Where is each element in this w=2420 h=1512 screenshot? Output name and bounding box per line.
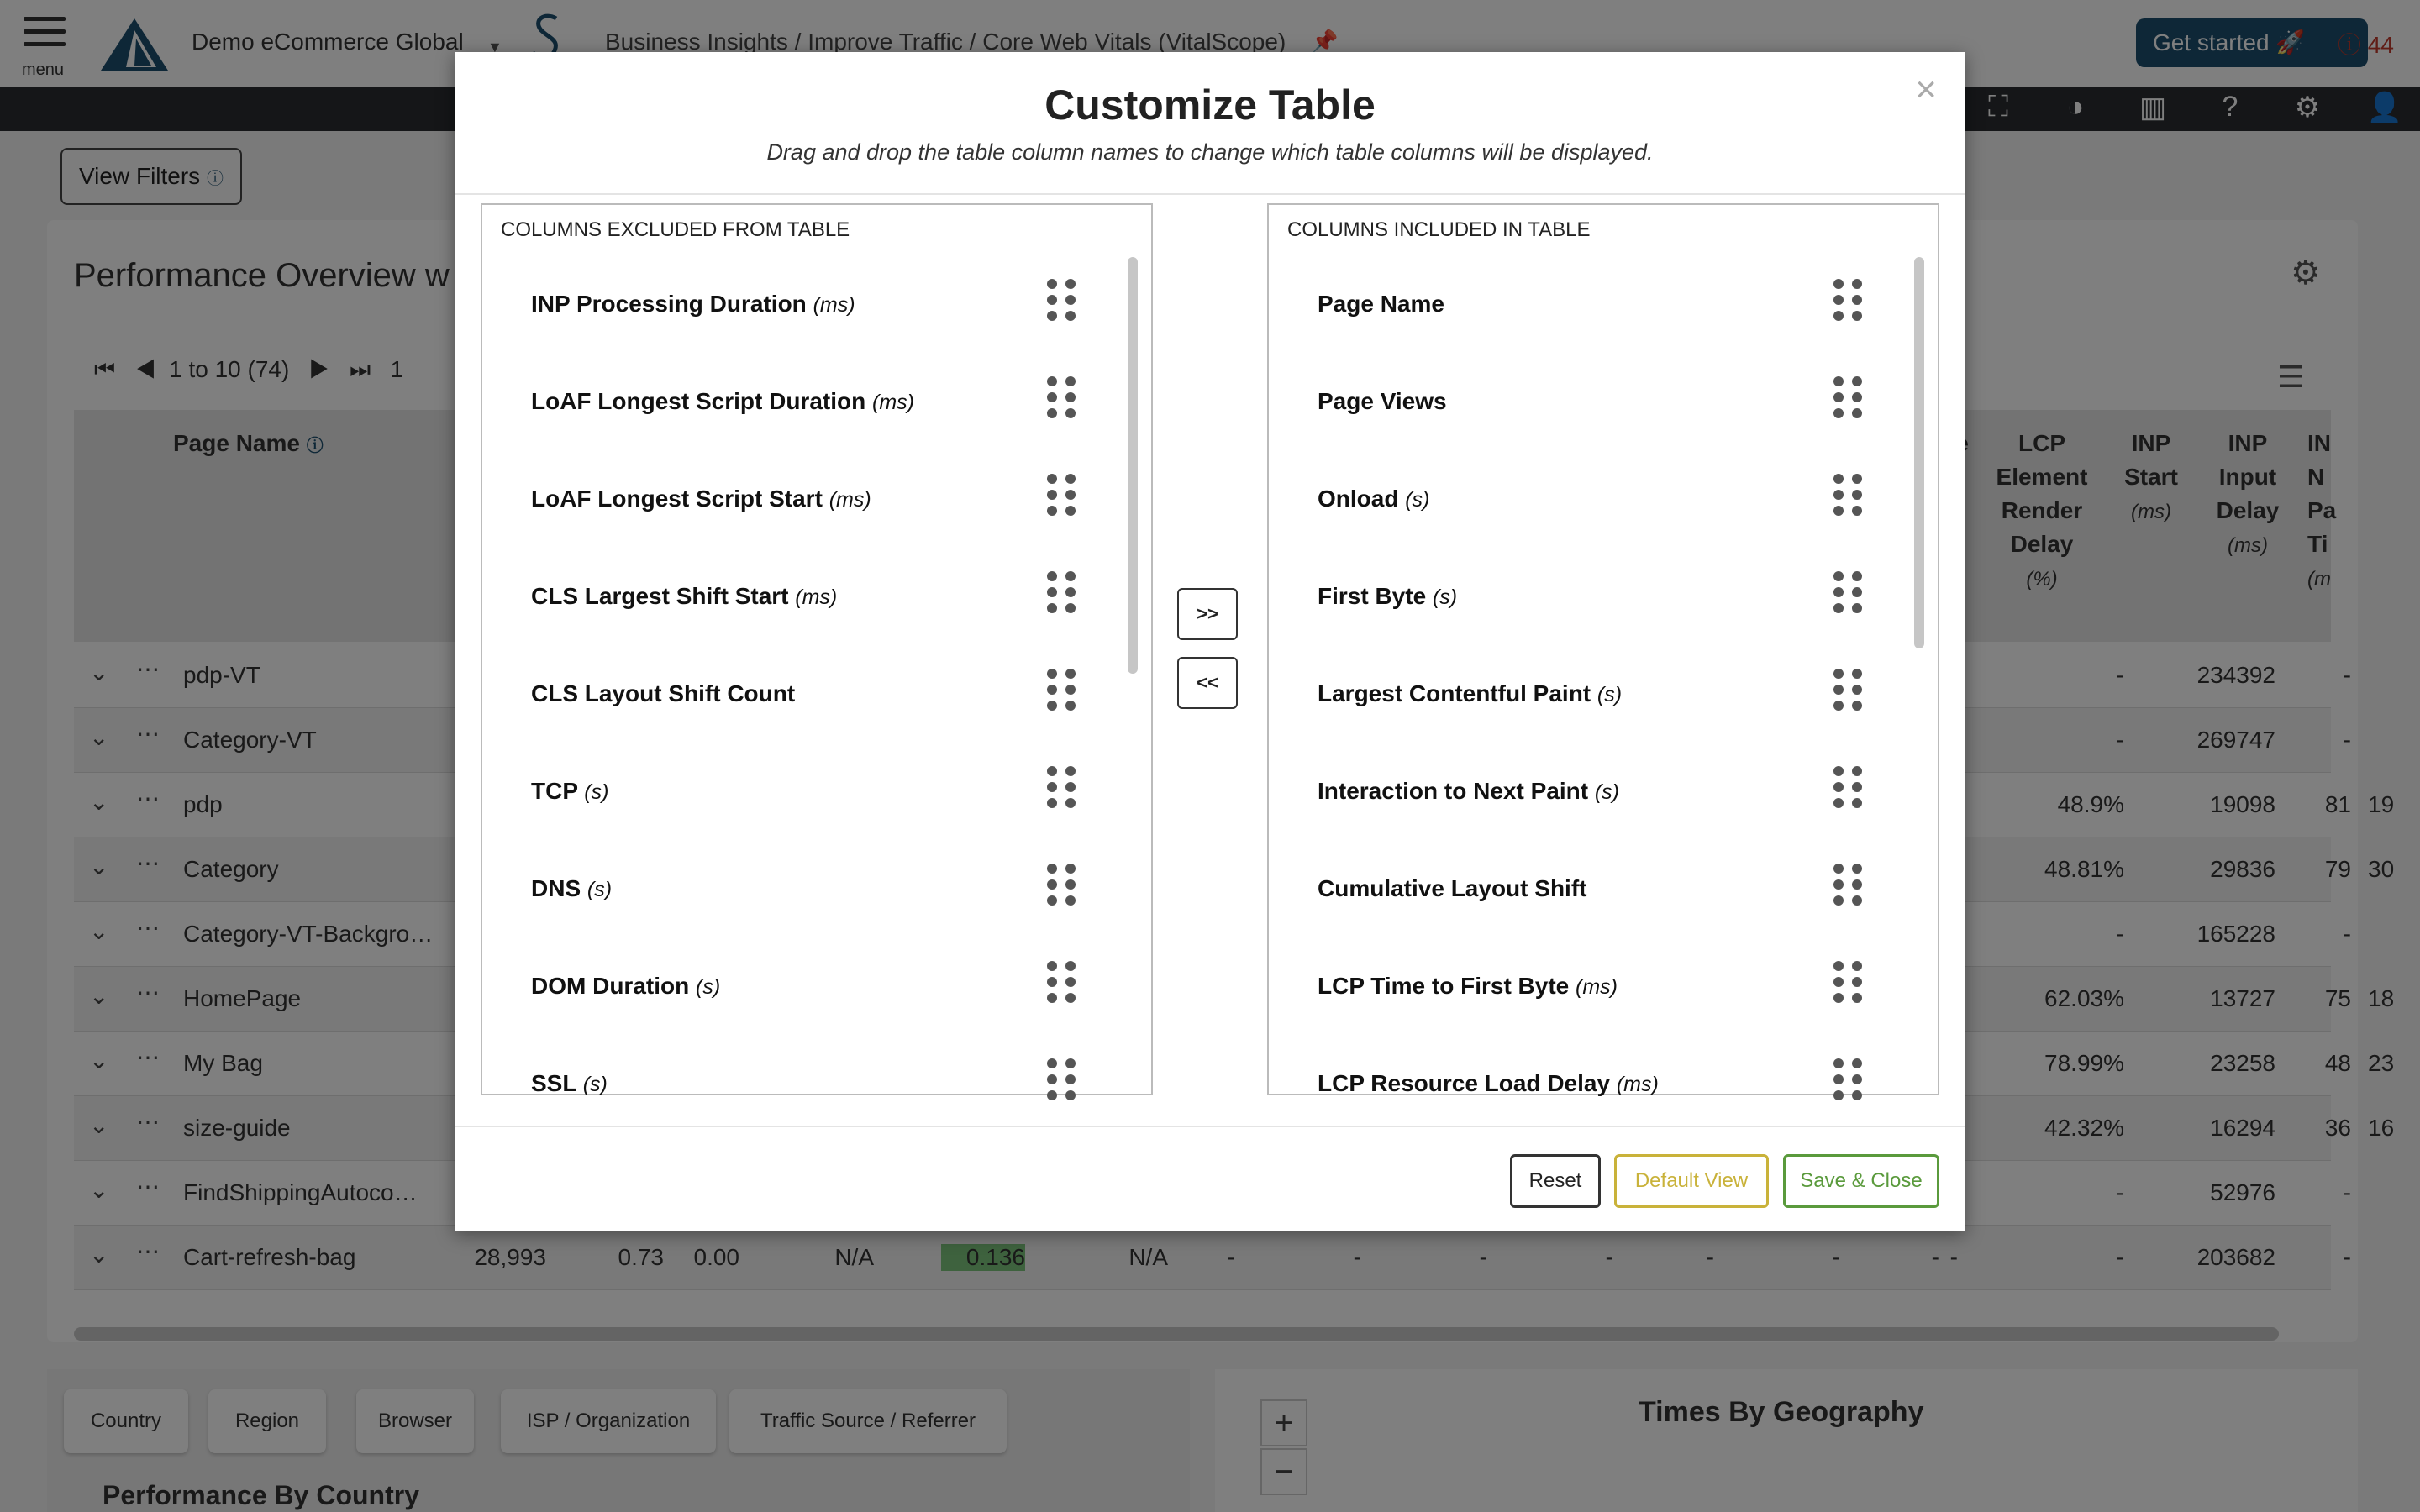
column-item-label [1318, 486, 1429, 512]
column-label: LCP Time to First Byte [1318, 973, 1570, 999]
column-label: Page Name [1318, 291, 1444, 317]
default-view-button[interactable]: Default View [1614, 1154, 1769, 1208]
column-unit: (ms) [829, 488, 871, 512]
drag-handle-icon[interactable] [1833, 376, 1862, 418]
column-unit: (s) [1594, 780, 1619, 804]
column-item[interactable] [1318, 354, 1897, 452]
column-unit: (s) [584, 780, 609, 804]
column-unit: (s) [1405, 488, 1430, 512]
column-item-label [531, 583, 837, 610]
column-item-label [531, 875, 612, 902]
column-label: LoAF Longest Script Duration [531, 388, 866, 414]
column-label: Cumulative Layout Shift [1318, 875, 1587, 901]
column-item[interactable] [1318, 744, 1897, 842]
column-label: CLS Largest Shift Start [531, 583, 789, 609]
column-label: INP Processing Duration [531, 291, 807, 317]
column-item-label [1318, 1070, 1659, 1097]
included-scrollbar[interactable] [1914, 257, 1924, 648]
column-item-label [1318, 291, 1444, 318]
column-item[interactable] [1318, 647, 1897, 744]
column-unit: (s) [1432, 585, 1458, 609]
column-item[interactable] [1318, 257, 1897, 354]
column-item-label [531, 1070, 608, 1097]
column-unit: (s) [1597, 683, 1623, 706]
column-item-label [1318, 583, 1457, 610]
drag-handle-icon[interactable] [1047, 571, 1076, 613]
drag-handle-icon[interactable] [1833, 864, 1862, 906]
excluded-columns-list[interactable] [481, 203, 1153, 1095]
column-label: LoAF Longest Script Start [531, 486, 823, 512]
drag-handle-icon[interactable] [1833, 474, 1862, 516]
move-right-button[interactable]: >> [1177, 588, 1238, 640]
column-label: DOM Duration [531, 973, 690, 999]
column-item[interactable] [1318, 549, 1897, 647]
dialog-subtitle: Drag and drop the table column names to change which table columns will be displayed. [766, 139, 1654, 165]
column-item[interactable] [531, 939, 1111, 1037]
column-label: TCP [531, 778, 578, 804]
column-label: CLS Layout Shift Count [531, 680, 796, 706]
column-item-label [1318, 778, 1619, 805]
column-item[interactable] [1318, 1037, 1897, 1134]
drag-handle-icon[interactable] [1047, 474, 1076, 516]
divider [455, 193, 1965, 195]
column-unit: (ms) [872, 391, 914, 414]
drag-handle-icon[interactable] [1047, 669, 1076, 711]
column-item-label [531, 486, 871, 512]
column-item[interactable] [531, 744, 1111, 842]
column-label: First Byte [1318, 583, 1427, 609]
drag-handle-icon[interactable] [1833, 961, 1862, 1003]
excluded-heading: COLUMNS EXCLUDED FROM TABLE [501, 218, 850, 241]
column-unit: (s) [582, 1073, 608, 1096]
column-item-label [1318, 875, 1586, 902]
customize-table-dialog [455, 52, 1965, 1231]
excluded-scrollbar[interactable] [1128, 257, 1138, 674]
column-item-label [1318, 388, 1447, 415]
column-unit: (ms) [1576, 975, 1618, 999]
column-item-label [531, 680, 795, 707]
included-columns-list[interactable] [1267, 203, 1939, 1095]
column-item-label [1318, 973, 1618, 1000]
drag-handle-icon[interactable] [1833, 279, 1862, 321]
column-item-label [531, 973, 720, 1000]
column-item-label [531, 778, 608, 805]
column-item[interactable] [531, 257, 1111, 354]
drag-handle-icon[interactable] [1833, 669, 1862, 711]
drag-handle-icon[interactable] [1047, 864, 1076, 906]
drag-handle-icon[interactable] [1833, 1058, 1862, 1100]
column-label: Onload [1318, 486, 1399, 512]
column-label: Interaction to Next Paint [1318, 778, 1589, 804]
column-unit: (ms) [1616, 1073, 1659, 1096]
column-item[interactable] [531, 647, 1111, 744]
move-left-button[interactable]: << [1177, 657, 1238, 709]
drag-handle-icon[interactable] [1047, 1058, 1076, 1100]
column-item[interactable] [531, 549, 1111, 647]
drag-handle-icon[interactable] [1047, 376, 1076, 418]
column-item[interactable] [1318, 842, 1897, 939]
column-unit: (s) [696, 975, 721, 999]
column-label: Largest Contentful Paint [1318, 680, 1591, 706]
reset-button[interactable]: Reset [1510, 1154, 1601, 1208]
close-icon[interactable]: × [1915, 69, 1937, 110]
column-item[interactable] [531, 1037, 1111, 1134]
column-item[interactable] [531, 842, 1111, 939]
column-label: SSL [531, 1070, 576, 1096]
column-label: DNS [531, 875, 581, 901]
drag-handle-icon[interactable] [1047, 766, 1076, 808]
dialog-title: Customize Table [1044, 81, 1376, 129]
column-item-label [1318, 680, 1622, 707]
drag-handle-icon[interactable] [1047, 279, 1076, 321]
column-item-label [531, 291, 855, 318]
drag-handle-icon[interactable] [1833, 766, 1862, 808]
save-close-button[interactable]: Save & Close [1783, 1154, 1939, 1208]
drag-handle-icon[interactable] [1833, 571, 1862, 613]
divider [455, 1126, 1965, 1127]
column-item[interactable] [531, 452, 1111, 549]
column-item[interactable] [1318, 452, 1897, 549]
column-label: Page Views [1318, 388, 1447, 414]
column-unit: (s) [587, 878, 613, 901]
column-unit: (ms) [795, 585, 838, 609]
included-heading: COLUMNS INCLUDED IN TABLE [1287, 218, 1591, 241]
column-item-label [531, 388, 914, 415]
column-label: LCP Resource Load Delay [1318, 1070, 1611, 1096]
column-unit: (ms) [813, 293, 855, 317]
drag-handle-icon[interactable] [1047, 961, 1076, 1003]
column-item[interactable] [531, 354, 1111, 452]
column-item[interactable] [1318, 939, 1897, 1037]
